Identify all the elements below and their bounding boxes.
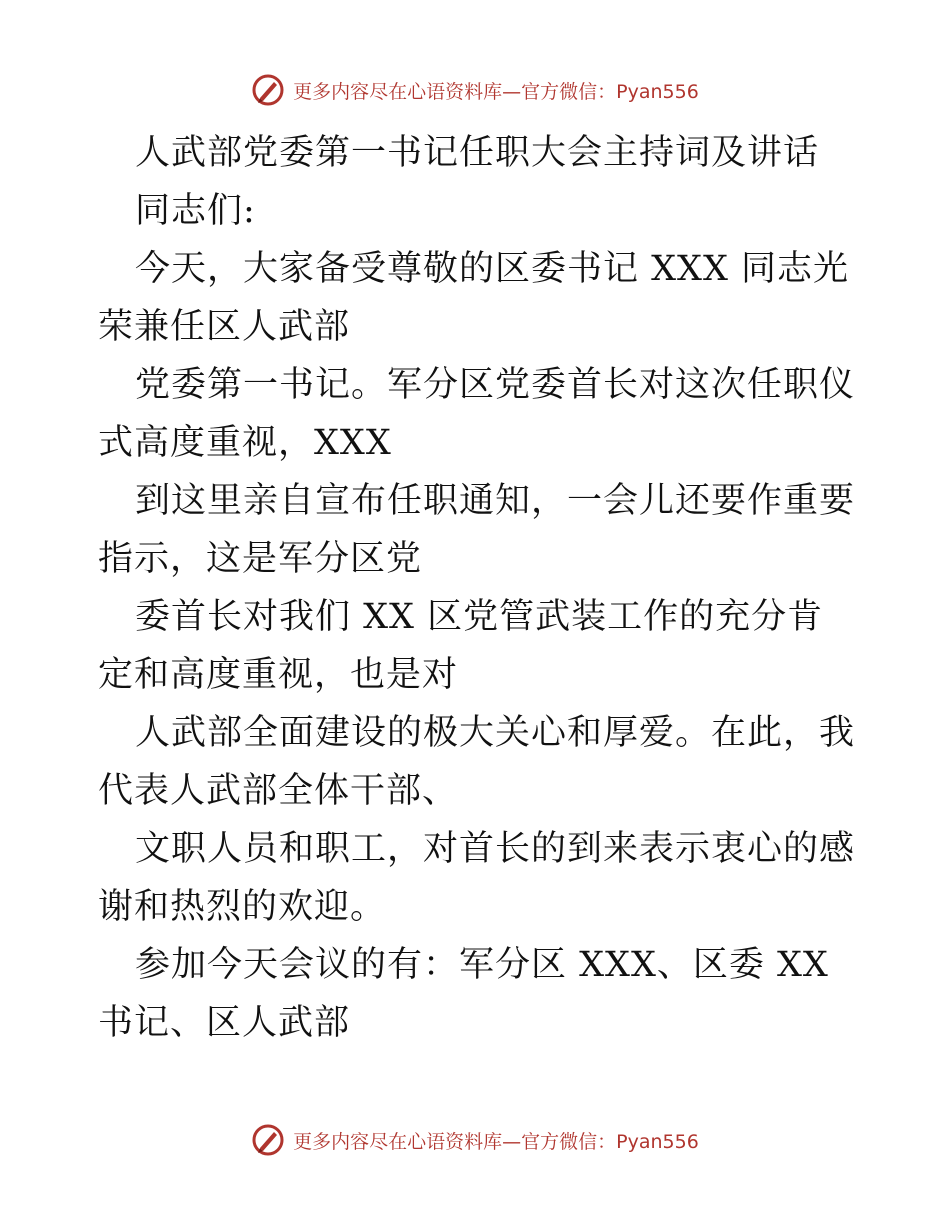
document-title: 人武部党委第一书记任职大会主持词及讲话 xyxy=(135,133,820,173)
paragraph: 同志们: xyxy=(135,191,256,231)
watermark-footer xyxy=(0,1120,950,1160)
paragraph: 到这里亲自宣布任职通知，一会儿还要作重要指示，这是军分区党 xyxy=(98,481,856,579)
paragraph: 委首长对我们 XX 区党管武装工作的充分肯定和高度重视，也是对 xyxy=(98,597,824,695)
pen-logo-icon xyxy=(251,73,285,107)
paragraph: 今天，大家备受尊敬的区委书记 XXX 同志光荣兼任区人武部 xyxy=(98,249,850,347)
paragraph: 人武部全面建设的极大关心和厚爱。在此，我代表人武部全体干部、 xyxy=(98,713,856,811)
watermark-header xyxy=(0,70,950,110)
paragraph: 文职人员和职工，对首长的到来表示衷心的感谢和热烈的欢迎。 xyxy=(98,829,856,927)
paragraph: 党委第一书记。军分区党委首长对这次任职仪式高度重视，XXX xyxy=(98,365,856,463)
paragraph: 参加今天会议的有：军分区 XXX、区委 XX 书记、区人武部 xyxy=(98,945,829,1043)
document-body xyxy=(98,124,858,1052)
watermark-text: 更多内容尽在心语资料库—官方微信：Pyan556 xyxy=(293,1130,699,1153)
pen-logo-icon xyxy=(251,1123,285,1157)
watermark-text: 更多内容尽在心语资料库—官方微信：Pyan556 xyxy=(293,80,699,103)
